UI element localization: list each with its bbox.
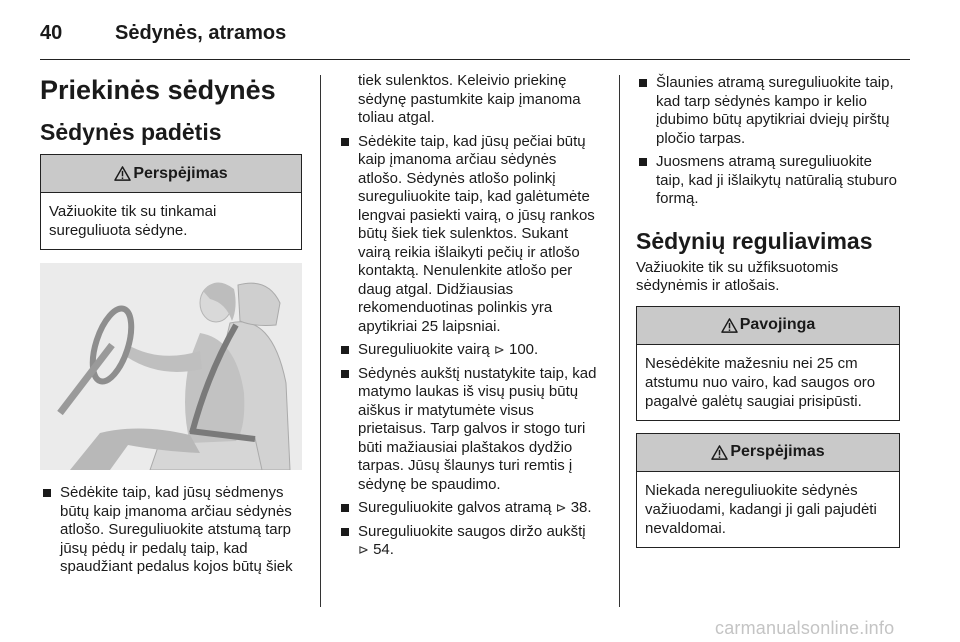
page-ref-link[interactable]: 54. <box>373 541 394 558</box>
page-ref-arrow-icon: ⊳ <box>493 342 505 357</box>
list-item: Juosmens atramą sureguliuokite taip, kad ji išlaikytų natūralią stuburo formą. <box>636 153 900 209</box>
seat-adjust-list <box>338 133 604 560</box>
page-ref-arrow-icon: ⊳ <box>358 542 369 557</box>
seating-position-illustration <box>40 263 302 470</box>
list-item: Šlaunies atramą sureguliuokite taip, kad tarp sėdynės kampo ir kelio įdubimo būtų apytikriai dviejų pirštų pločio tarpas. <box>636 74 900 148</box>
continued-text: tiek sulenktos. Keleivio priekinę sėdynę pastumkite kaip įmanoma toliau atgal. <box>358 72 581 126</box>
list-item: Sureguliuokite saugos diržo aukštį ⊳ 54. <box>338 523 604 560</box>
column-1 <box>40 72 302 577</box>
warning-text: Važiuokite tik su tinkamai sureguliuota sėdyne. <box>41 192 301 249</box>
warning-box <box>40 154 302 250</box>
driver-seat-illustration <box>40 263 302 470</box>
column-2 <box>338 72 604 560</box>
support-adjust-list <box>636 74 900 209</box>
warning-box-header <box>41 155 301 192</box>
column-3 <box>636 72 900 548</box>
warning-text: Niekada nereguliuokite sėdynės važiuodami, kadangi ji gali pajudėti nevaldomai. <box>637 471 899 547</box>
page-number: 40 <box>40 22 63 44</box>
warning-triangle-icon <box>114 166 131 181</box>
danger-box <box>636 306 900 421</box>
page-ref-link[interactable]: 38. <box>570 499 592 516</box>
list-item: Sureguliuokite vairą ⊳ 100. <box>338 341 604 360</box>
page-header <box>40 14 910 60</box>
warning-box-header <box>637 434 899 471</box>
watermark: carmanualsonline.info <box>715 618 895 638</box>
danger-title: Pavojinga <box>739 316 816 333</box>
warning-triangle-icon <box>721 318 738 333</box>
page-ref-link[interactable]: 100. <box>509 341 539 358</box>
list-item: Sėdėkite taip, kad jūsų pečiai būtų kaip įmanoma arčiau sėdynės atlošo. Sėdynės atlošo polinkį sureguliuokite taip, kad galėtumėte lengvai pasiekti vairą, o jūsų rankos būtų šiek tiek sulenktos. Sukant vairą reikia išlaikyti pečių ir atlošo kontaktą. Nenulenkite atlošo per daug atgal. Didžiausias rekomenduotinas polinkis yra apytikriai 25 laipsniai. <box>338 133 604 337</box>
danger-box-header <box>637 307 899 344</box>
section-title: Priekinės sėdynės <box>40 75 276 105</box>
list-item: Sėdėkite taip, kad jūsų sėdmenys būtų kaip įmanoma arčiau sėdynės atlošo. Sureguliuokite atstumą tarp jūsų pėdų ir pedalų taip, kad spaudžiant pedalus kojos būtų šiek <box>40 484 302 577</box>
list-item: Sureguliuokite galvos atramą ⊳ 38. <box>338 499 604 518</box>
seat-position-list <box>40 484 302 577</box>
danger-text: Nesėdėkite mažesniu nei 25 cm atstumu nuo vairo, kad saugos oro pagalvė galėtų saugiai prisipūsti. <box>637 344 899 420</box>
subsection-title-seat-adjustment: Sėdynių reguliavimas <box>636 227 873 254</box>
warning-title: Perspėjimas <box>133 164 228 182</box>
column-divider <box>320 75 321 607</box>
running-title: Sėdynės, atramos <box>115 22 287 44</box>
column-divider <box>619 75 620 607</box>
list-item: Sėdynės aukštį nustatykite taip, kad matymo laukas iš visų pusių būtų aiškus ir matytumėte visus prietaisus. Tarp galvos ir stogo turi būti mažiausiai plaštakos dydžio tarpas. Jūsų šlaunys turi remtis į sėdynę be spaudimo. <box>338 365 604 495</box>
intro-text: Važiuokite tik su užfiksuotomis sėdynėmis ir atlošais. <box>636 258 839 294</box>
warning-triangle-icon <box>711 445 728 460</box>
warning-title: Perspėjimas <box>730 443 825 460</box>
warning-box <box>636 433 900 548</box>
subsection-title-seat-position: Sėdynės padėtis <box>40 119 222 145</box>
page-ref-arrow-icon: ⊳ <box>555 500 567 515</box>
